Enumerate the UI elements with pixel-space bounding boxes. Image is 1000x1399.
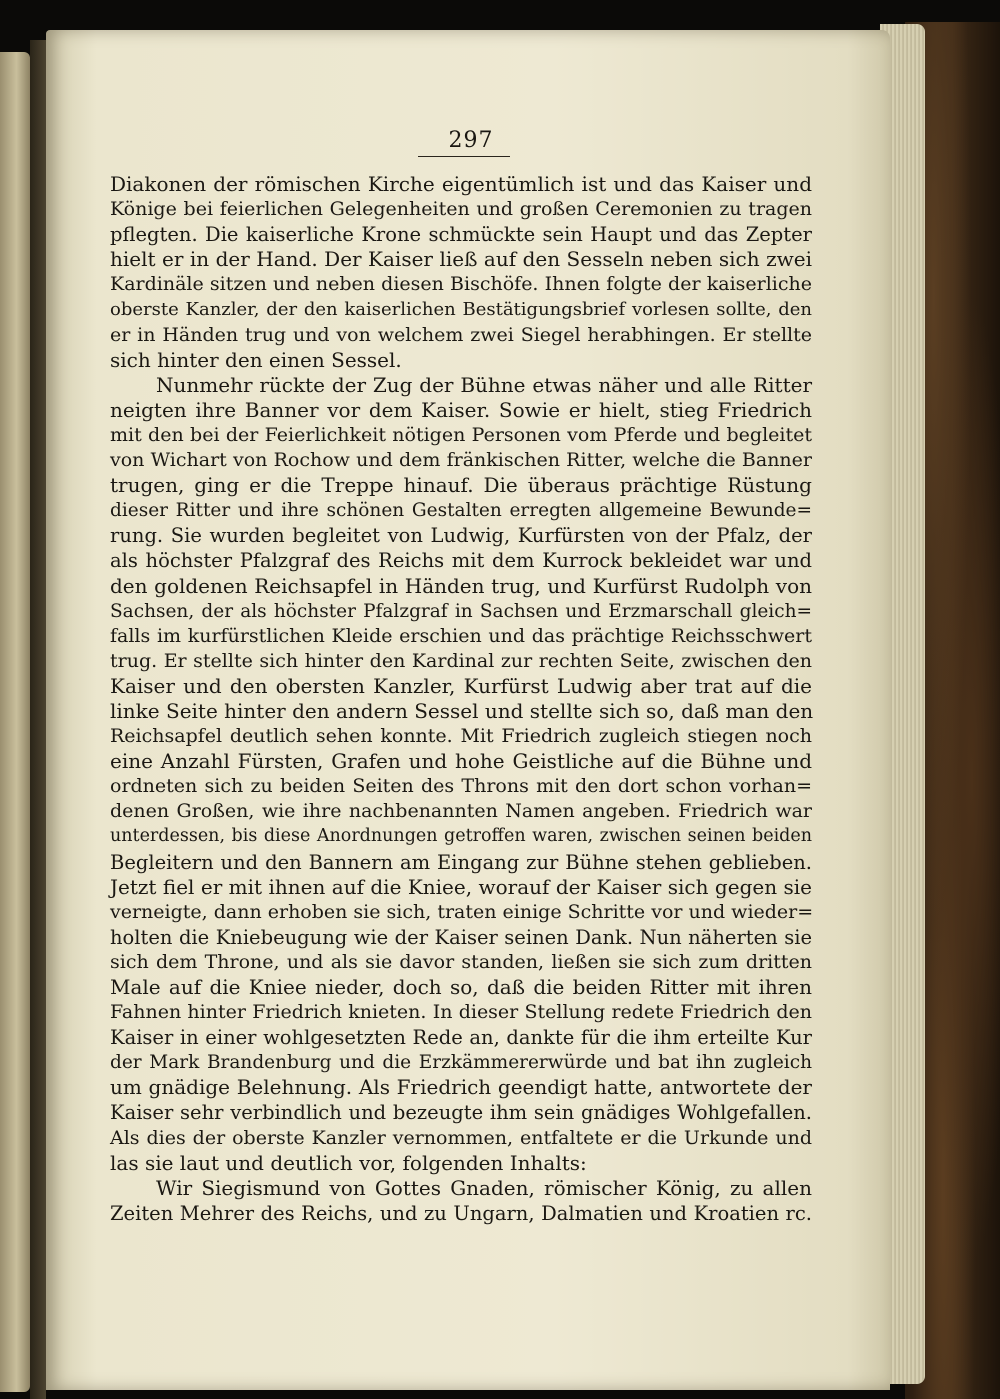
- text-line: Jetzt fiel er mit ihnen auf die Kniee, worauf der Kaiser sich gegen sie: [110, 874, 812, 899]
- text-line: mit den bei der Feierlichkeit nötigen Personen vom Pferde und begleitet: [110, 423, 812, 446]
- text-line: oberste Kanzler, der den kaiserlichen Bestätigungsbrief vorlesen sollte, den: [110, 299, 812, 321]
- text-line: trugen, ging er die Treppe hinauf. Die überaus prächtige Rüstung: [110, 473, 812, 498]
- text-line: er in Händen trug und von welchem zwei Siegel herabhingen. Er stellte: [110, 323, 812, 346]
- text-line: um gnädige Belehnung. Als Friedrich geendigt hatte, antwortete der: [110, 1075, 812, 1100]
- text-line: ordneten sich zu beiden Seiten des Throns mit den dort schon vorhan=: [110, 775, 812, 798]
- body-text: [110, 172, 812, 1226]
- text-line: Kaiser und den obersten Kanzler, Kurfürst Ludwig aber trat auf die: [110, 673, 812, 698]
- text-line: neigten ihre Banner vor dem Kaiser. Sowie er hielt, stieg Friedrich: [110, 397, 812, 422]
- text-line: Zeiten Mehrer des Reichs, und zu Ungarn, Dalmatien und Kroatien rc.: [110, 1201, 812, 1225]
- text-line: sich hinter den einen Sessel.: [110, 347, 402, 372]
- text-line: Kaiser sehr verbindlich und bezeugte ihm sein gnädiges Wohlgefallen.: [110, 1101, 812, 1125]
- text-line: den goldenen Reichsapfel in Händen trug, und Kurfürst Rudolph von: [110, 573, 812, 598]
- text-line: Fahnen hinter Friedrich knieten. In dieser Stellung redete Friedrich den: [110, 1001, 812, 1024]
- text-line: Diakonen der römischen Kirche eigentümlich ist und das Kaiser und: [110, 172, 812, 196]
- text-line: Begleitern und den Bannern am Eingang zur Bühne stehen geblieben.: [110, 850, 812, 874]
- text-line: falls im kurfürstlichen Kleide erschien und das prächtige Reichsschwert: [110, 624, 812, 647]
- previous-page-edge: [0, 52, 30, 1392]
- text-line: Könige bei feierlichen Gelegenheiten und großen Ceremonien zu tragen: [110, 198, 812, 221]
- text-line: denen Großen, wie ihre nachbenannten Namen angeben. Friedrich war: [110, 800, 812, 823]
- text-line: Wir Siegismund von Gottes Gnaden, römischer König, zu allen: [156, 1175, 812, 1200]
- text-line: Als dies der oberste Kanzler vernommen, entfaltete er die Urkunde und: [110, 1126, 812, 1149]
- page-number-rule: [418, 156, 510, 157]
- text-line: rung. Sie wurden begleitet von Ludwig, Kurfürsten von der Pfalz, der: [110, 524, 812, 548]
- text-line: trug. Er stellte sich hinter den Kardinal zur rechten Seite, zwischen den: [110, 649, 812, 672]
- text-line: der Mark Brandenburg und die Erzkämmererwürde und bat ihn zugleich: [110, 1052, 812, 1074]
- text-line: pflegten. Die kaiserliche Krone schmückte sein Haupt und das Zepter: [110, 223, 812, 247]
- text-line: hielt er in der Hand. Der Kaiser ließ auf den Sesseln neben sich zwei: [110, 247, 812, 272]
- text-line: unterdessen, bis diese Anordnungen getroffen waren, zwischen seinen beiden: [110, 826, 812, 847]
- gutter-shadow: [30, 40, 46, 1399]
- text-line: holten die Kniebeugung wie der Kaiser seinen Dank. Nun näherten sie: [110, 925, 812, 949]
- text-line: Nunmehr rückte der Zug der Bühne etwas näher und alle Ritter: [156, 372, 812, 397]
- page-number: 297: [448, 128, 494, 153]
- text-line: las sie laut und deutlich vor, folgenden Inhalts:: [110, 1150, 587, 1175]
- text-line: Male auf die Kniee nieder, doch so, daß die beiden Ritter mit ihren: [110, 975, 812, 999]
- text-line: von Wichart von Rochow und dem fränkischen Ritter, welche die Banner: [110, 449, 812, 472]
- text-line: eine Anzahl Fürsten, Grafen und hohe Geistliche auf die Bühne und: [110, 749, 812, 774]
- text-line: linke Seite hinter den andern Sessel und stellte sich so, daß man den: [110, 698, 814, 723]
- text-line: als höchster Pfalzgraf des Reichs mit dem Kurrock bekleidet war und: [110, 549, 812, 573]
- book-page: [46, 30, 890, 1390]
- text-line: sich dem Throne, und als sie davor standen, ließen sie sich zum dritten: [110, 950, 812, 973]
- text-line: dieser Ritter und ihre schönen Gestalten erregten allgemeine Bewunde=: [110, 500, 812, 522]
- text-line: Sachsen, der als höchster Pfalzgraf in Sachsen und Erzmarschall gleich=: [110, 600, 812, 622]
- text-line: verneigte, dann erhoben sie sich, traten einige Schritte vor und wieder=: [110, 900, 814, 923]
- text-line: Kardinäle sitzen und neben diesen Bischöfe. Ihnen folgte der kaiserliche: [110, 273, 812, 296]
- text-line: Reichsapfel deutlich sehen konnte. Mit Friedrich zugleich stiegen noch: [110, 725, 812, 748]
- text-line: Kaiser in einer wohlgesetzten Rede an, dankte für die ihm erteilte Kur: [110, 1026, 812, 1050]
